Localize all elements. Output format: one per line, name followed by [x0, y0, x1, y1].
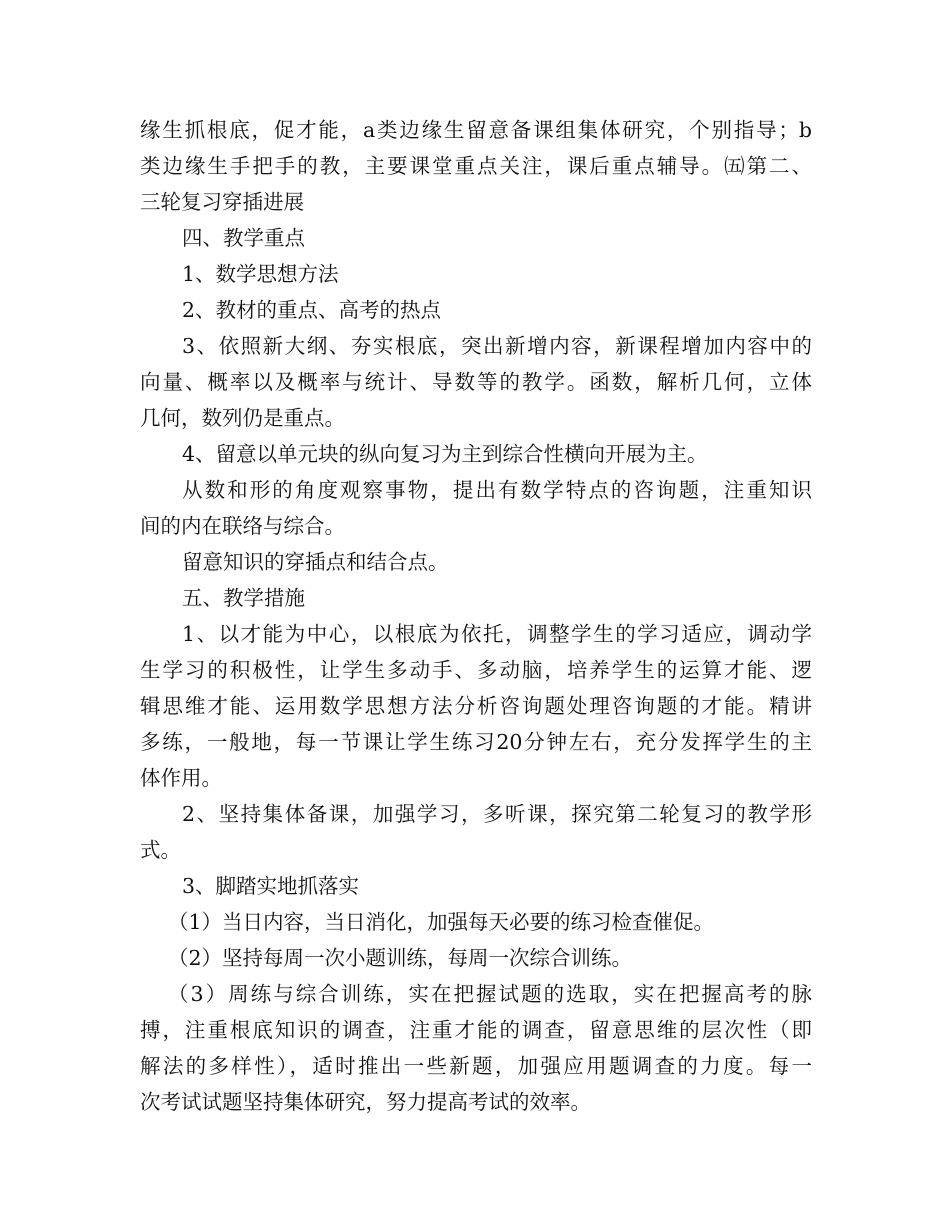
section-heading: 四、教学重点 [182, 226, 305, 250]
paragraph-line: 解法的多样性），适时推出一些新题，加强应用题调查的力度。每一 [140, 1054, 812, 1078]
list-item: 4、留意以单元块的纵向复习为主到综合性横向开展为主。 [182, 442, 708, 466]
section-heading: 五、教学措施 [182, 586, 305, 610]
paragraph-line: 几何，数列仍是重点。 [140, 406, 345, 430]
paragraph-line: 间的内在联络与综合。 [140, 514, 345, 538]
paragraph-line: 留意知识的穿插点和结合点。 [182, 550, 449, 574]
list-item: 1、以才能为中心，以根底为依托，调整学生的学习适应，调动学 [182, 622, 812, 646]
paragraph-line: 类边缘生手把手的教，主要课堂重点关注，课后重点辅导。㈤第二、 [140, 154, 812, 178]
list-item: 3、依照新大纲、夯实根底，突出新增内容，新课程增加内容中的 [182, 334, 812, 358]
list-item: 2、坚持集体备课，加强学习，多听课，探究第二轮复习的教学形 [182, 802, 812, 826]
paragraph-line: 三轮复习穿插进展 [140, 190, 304, 214]
paragraph-line: 搏，注重根底知识的调查，注重才能的调查，留意思维的层次性（即 [140, 1018, 812, 1042]
paragraph-line: 向量、概率以及概率与统计、导数等的教学。函数，解析几何，立体 [140, 370, 812, 394]
paragraph-line: 生学习的积极性，让学生多动手、多动脑，培养学生的运算才能、逻 [140, 658, 812, 682]
paragraph-line: 缘生抓根底，促才能，a类边缘生留意备课组集体研究，个别指导；b [140, 118, 812, 142]
paragraph-line: 体作用。 [140, 766, 222, 790]
paragraph-line: 次考试试题坚持集体研究，努力提高考试的效率。 [140, 1090, 591, 1114]
paragraph-line: 多练，一般地，每一节课让学生练习20分钟左右，充分发挥学生的主 [140, 730, 812, 754]
paragraph-line: 式。 [140, 838, 181, 862]
list-item: 1、数学思想方法 [182, 262, 339, 286]
list-item: 2、教材的重点、高考的热点 [182, 298, 442, 322]
sub-list-item: （2）坚持每周一次小题训练，每周一次综合训练。 [168, 946, 633, 970]
document-body [140, 112, 812, 1120]
sub-list-item: （3）周练与综合训练，实在把握试题的选取，实在把握高考的脉 [168, 982, 812, 1006]
list-item: 3、脚踏实地抓落实 [182, 874, 360, 898]
paragraph-line: 从数和形的角度观察事物，提出有数学特点的咨询题，注重知识 [182, 478, 812, 502]
paragraph-line: 辑思维才能、运用数学思想方法分析咨询题处理咨询题的才能。精讲 [140, 694, 812, 718]
sub-list-item: （1）当日内容，当日消化，加强每天必要的练习检查催促。 [168, 910, 715, 934]
